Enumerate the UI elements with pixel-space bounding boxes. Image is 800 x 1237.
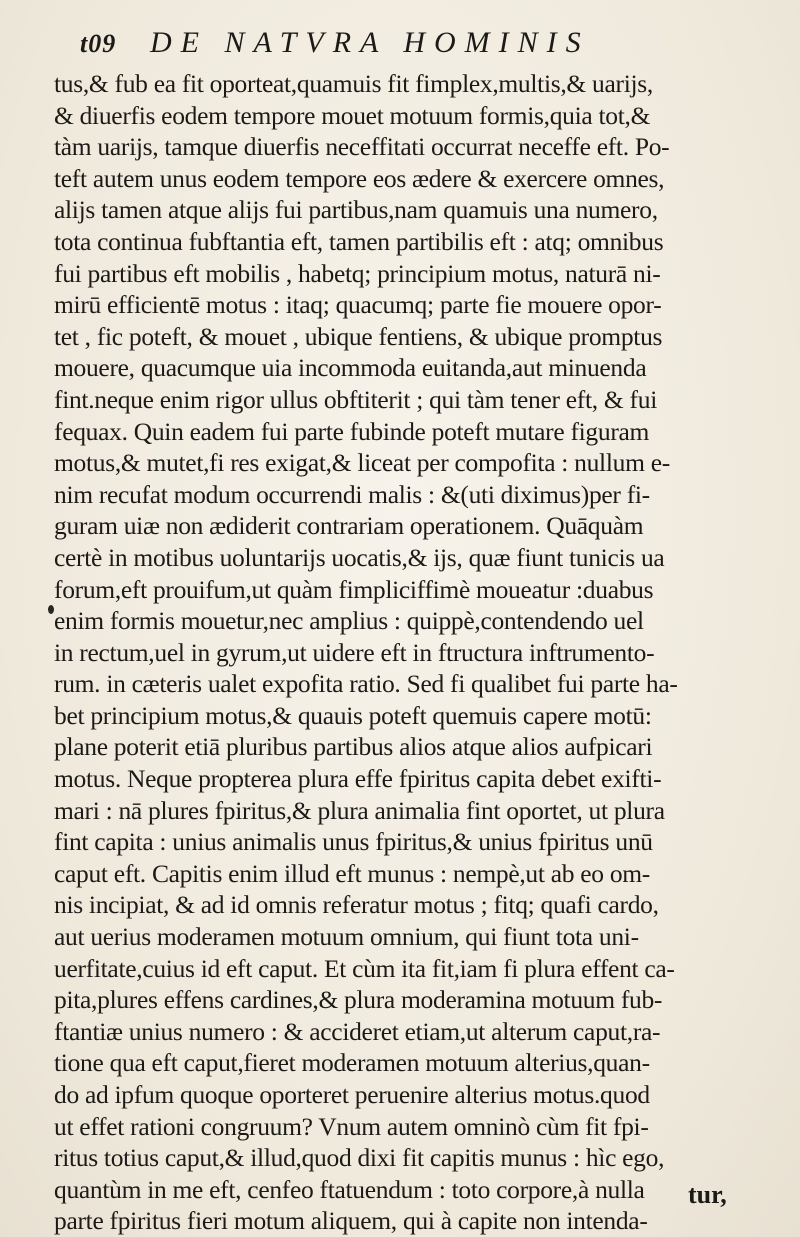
text-line: parte fpiritus fieri motum aliquem, qui à capite non intenda- [54, 1206, 648, 1236]
text-line: & diuerfis eodem tempore mouet motuum formis,quia tot,& [54, 100, 651, 130]
text-line: guram uiæ non ædiderit contrariam operationem. Quāquàm [54, 511, 644, 541]
text-line: forum,eft prouifum,ut quàm fimpliciffimè moueatur :duabus [54, 574, 654, 604]
text-line: teft autem unus eodem tempore eos ædere & exercere omnes, [54, 163, 665, 193]
text-line: quantùm in me eft, cenfeo ftatuendum : toto corpore,à nulla [54, 1174, 645, 1204]
text-line: enim formis mouetur,nec amplius : quippè,contendendo uel [54, 606, 644, 636]
text-line: motus,& mutet,fi res exigat,& liceat per compofita : nullum e- [54, 448, 670, 478]
text-line: motus. Neque propterea plura effe fpiritus capita debet exifti- [54, 764, 662, 794]
text-line: mari : nā plures fpiritus,& plura animalia fint oportet, ut plura [54, 795, 665, 825]
text-line: tus,& fub ea fit oporteat,quamuis fit fimplex,multis,& uarijs, [54, 69, 653, 98]
text-line: tàm uarijs, tamque diuerfis neceffitati occurrat neceffe eft. Po- [54, 132, 670, 162]
running-title: DE NATVRA HOMINIS [150, 26, 590, 59]
text-line: nim recufat modum occurrendi malis : &(uti diximus)per fi- [54, 479, 650, 509]
text-line: caput eft. Capitis enim illud eft munus : nempè,ut ab eo om- [54, 858, 650, 888]
text-line: mouere, quacumque uia incommoda euitanda,aut minuenda [54, 353, 647, 383]
text-line: fint capita : unius animalis unus fpiritus,& unius fpiritus unū [54, 827, 653, 857]
text-line: aut uerius moderamen motuum omnium, qui fiunt tota uni- [54, 922, 639, 952]
text-line: uerfitate,cuius id eft caput. Et cùm ita fit,iam fi plura effent ca- [54, 953, 675, 983]
text-line: rum. in cæteris ualet expofita ratio. Sed fi qualibet fui parte ha- [54, 669, 678, 699]
text-line: plane poterit etiā pluribus partibus alios atque alios aufpicari [54, 732, 653, 762]
text-line: mirū efficientē motus : itaq; quacumq; parte fie mouere opor- [54, 290, 662, 320]
text-line: fui partibus eft mobilis , habetq; principium motus, naturā ni- [54, 258, 661, 288]
text-line: tione qua eft caput,fieret moderamen motuum alterius,quan- [54, 1048, 650, 1078]
text-line: ut effet rationi congruum? Vnum autem omninò cùm fit fpi- [54, 1111, 649, 1141]
text-line: pita,plures effens cardines,& plura moderamina motuum fub- [54, 985, 663, 1015]
text-line: do ad ipfum quoque oporteret peruenire alterius motus.quod [54, 1080, 650, 1109]
catchword: tur, [688, 1180, 727, 1209]
text-line: fint.neque enim rigor ullus obftiterit ; qui tàm tener eft, & fui [54, 384, 657, 414]
text-line: bet principium motus,& quauis poteft quemuis capere motū: [54, 700, 652, 730]
text-line: ftantiæ unius numero : & accideret etiam,ut alterum caput,ra- [54, 1016, 661, 1046]
text-line: nis incipiat, & ad id omnis referatur motus ; fitq; quafi cardo, [54, 890, 659, 920]
text-line: fequax. Quin eadem fui parte fubinde poteft mutare figuram [54, 416, 650, 446]
text-line: tet , fic poteft, & mouet , ubique fentiens, & ubique promptus [54, 321, 663, 351]
text-line: ritus totius caput,& illud,quod dixi fit capitis munus : hìc ego, [54, 1143, 665, 1173]
text-line: in rectum,uel in gyrum,ut uidere eft in ftructura inftrumento- [54, 637, 655, 667]
running-head [80, 26, 740, 66]
text-line: certè in motibus uoluntarijs uocatis,& ijs, quæ fiunt tunicis ua [54, 542, 665, 572]
page-number: t09 [80, 29, 117, 58]
body-text [54, 68, 754, 1237]
text-line: alijs tamen atque alijs fui partibus,nam quamuis una numero, [54, 195, 658, 225]
text-line: tota continua fubftantia eft, tamen partibilis eft : atq; omnibus [54, 226, 664, 256]
